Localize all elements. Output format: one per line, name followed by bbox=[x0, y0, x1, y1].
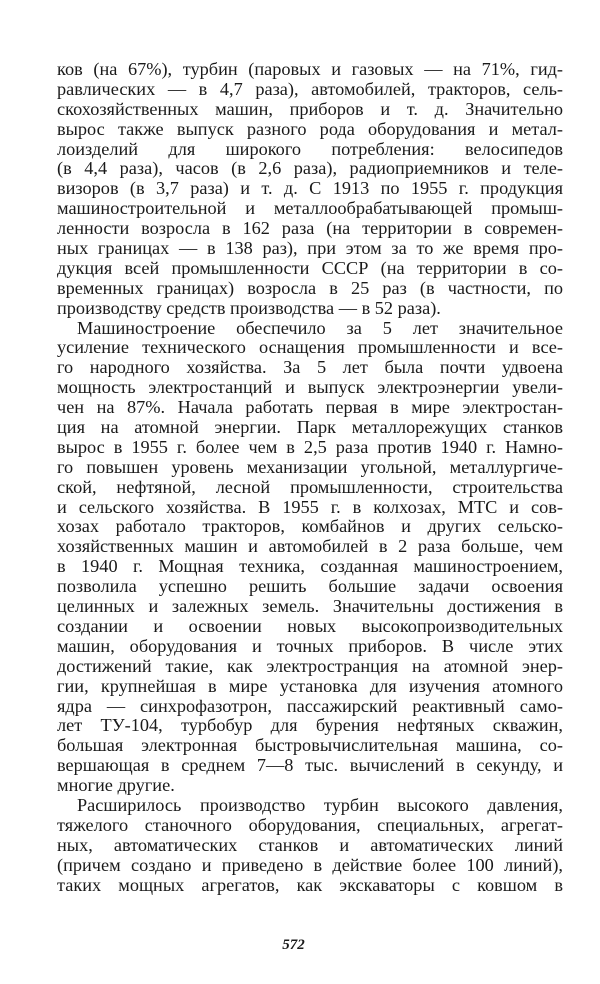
paragraph bbox=[57, 60, 563, 319]
text-line: визоров (в 3,7 раза) и т. д. С 1913 по 1955 г. продукция bbox=[57, 178, 563, 199]
text-line: ция на атомной энергии. Парк металлорежущих станков bbox=[57, 417, 563, 438]
text-line: вырос в 1955 г. более чем в 2,5 раза против 1940 г. Намно- bbox=[57, 436, 563, 457]
paragraph bbox=[57, 319, 563, 796]
text-line: го повышен уровень механизации угольной, металлургиче- bbox=[57, 456, 563, 477]
text-line: лоизделий для широкого потребления: велосипедов bbox=[57, 138, 563, 159]
text-line: и сельского хозяйства. В 1955 г. в колхозах, МТС и сов- bbox=[57, 496, 563, 517]
text-line: большая электронная быстровычислительная машина, со- bbox=[57, 735, 563, 756]
paragraph bbox=[57, 796, 563, 895]
text-line: мощность электростанций и выпуск электроэнергии увели- bbox=[57, 377, 563, 398]
text-line: тяжелого станочного оборудования, специальных, агрегат- bbox=[57, 814, 563, 835]
text-line: го народного хозяйства. За 5 лет была почти удвоена bbox=[57, 357, 563, 378]
text-line: Машиностроение обеспечило за 5 лет значительное bbox=[77, 317, 563, 338]
text-line: создании и освоении новых высокопроизводительных bbox=[57, 615, 563, 636]
text-line: усиление технического оснащения промышленности и все- bbox=[57, 337, 563, 358]
text-line: (причем создано и приведено в действие более 100 линий), bbox=[57, 854, 563, 875]
text-line: вырос также выпуск разного рода оборудования и метал- bbox=[57, 118, 563, 139]
text-line: временных границах) возросла в 25 раз (в частности, по bbox=[57, 277, 563, 298]
text-line: скохозяйственных машин, приборов и т. д. Значительно bbox=[57, 98, 563, 119]
text-line: ленности возросла в 162 раза (на территории в современ- bbox=[57, 218, 563, 239]
text-line: ных границах — в 138 раз), при этом за то же время про- bbox=[57, 238, 563, 259]
page-number: 572 bbox=[282, 937, 305, 953]
text-line: многие другие. bbox=[57, 775, 175, 796]
text-line: машиностроительной и металлообрабатывающей промыш- bbox=[57, 198, 563, 219]
body-text bbox=[57, 60, 563, 895]
text-line: хозяйственных машин и автомобилей в 2 раза больше, чем bbox=[57, 536, 563, 557]
text-line: дукция всей промышленности СССР (на территории в со- bbox=[57, 257, 563, 278]
text-line: Расширилось производство турбин высокого давления, bbox=[77, 794, 563, 815]
text-line: вершающая в среднем 7—8 тыс. вычислений в секунду, и bbox=[57, 755, 563, 776]
text-line: машин, оборудования и точных приборов. В числе этих bbox=[57, 635, 563, 656]
text-line: хозах работало тракторов, комбайнов и других сельско- bbox=[57, 516, 563, 537]
text-line: гии, крупнейшая в мире установка для изучения атомного bbox=[57, 675, 563, 696]
text-line: ных, автоматических станков и автоматических линий bbox=[57, 834, 563, 855]
text-line: (в 4,4 раза), часов (в 2,6 раза), радиоприемников и теле- bbox=[57, 158, 563, 179]
text-line: целинных и залежных земель. Значительны достижения в bbox=[57, 596, 563, 617]
text-line: позволила успешно решить большие задачи освоения bbox=[57, 576, 563, 597]
text-line: в 1940 г. Мощная техника, созданная машиностроением, bbox=[57, 556, 563, 577]
text-line: ков (на 67%), турбин (паровых и газовых — на 71%, гид- bbox=[57, 59, 563, 79]
text-line: достижений такие, как электространция на атомной энер- bbox=[57, 655, 563, 676]
text-line: лет ТУ-104, турбобур для бурения нефтяных скважин, bbox=[57, 715, 563, 736]
text-line: равлических — в 4,7 раза), автомобилей, тракторов, сель- bbox=[57, 78, 563, 99]
text-line: производству средств производства — в 52 раза). bbox=[57, 297, 441, 318]
text-line: таких мощных агрегатов, как экскаваторы с ковшом в bbox=[57, 874, 563, 895]
text-line: чен на 87%. Начала работать первая в мире электростан- bbox=[57, 397, 563, 418]
text-line: ядра — синхрофазотрон, пассажирский реактивный само- bbox=[57, 695, 563, 716]
text-line: ской, нефтяной, лесной промышленности, строительства bbox=[57, 476, 563, 497]
